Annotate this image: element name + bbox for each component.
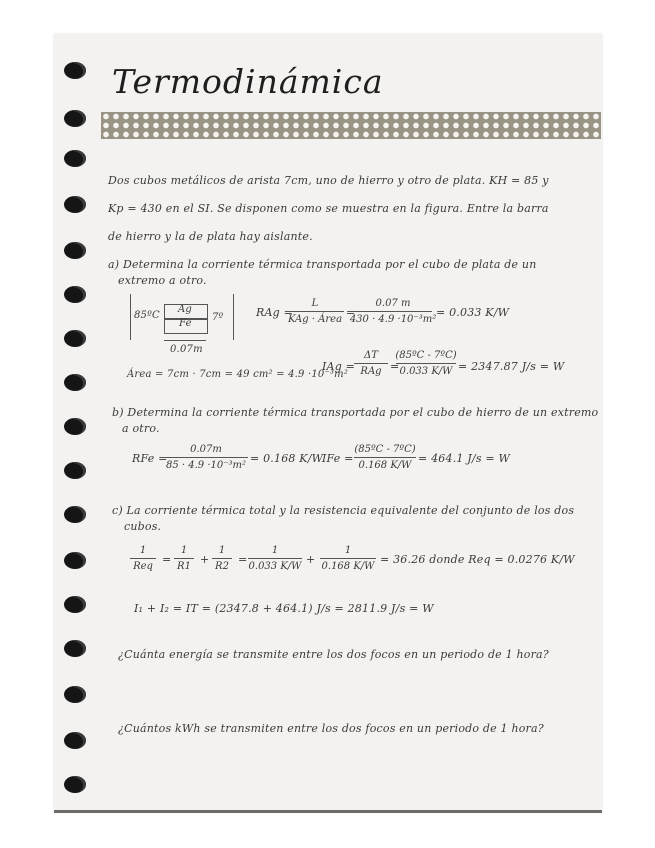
r2-fraction — [212, 545, 232, 572]
fraction-denominator: 85 · 4.9 ·10⁻³m² — [165, 460, 247, 471]
fraction-denominator: R2 — [215, 561, 229, 572]
page-title: Termodinámica — [112, 62, 384, 101]
r-ag-label: RAg = — [256, 306, 293, 319]
fraction-numerator: 0.07m — [190, 444, 222, 455]
i-ag-label: IAg = — [322, 360, 356, 373]
equals-sign: = — [238, 553, 248, 566]
spiral-hole — [64, 686, 86, 703]
fraction-bar — [248, 558, 302, 559]
spiral-hole — [64, 776, 86, 793]
diagram-width-label: 0.07m — [170, 344, 203, 355]
fraction-bar — [396, 363, 456, 364]
spiral-hole — [64, 596, 86, 613]
i-ag-result: = 2347.87 J/s = W — [458, 360, 565, 373]
r-ag-fraction-1 — [286, 298, 344, 325]
spiral-hole — [64, 110, 86, 127]
fraction-bar — [320, 558, 376, 559]
fraction-numerator: L — [311, 298, 319, 309]
spiral-hole — [64, 732, 86, 749]
part-b-question: a otro. — [122, 422, 160, 435]
fraction-bar — [354, 363, 388, 364]
plus-sign: + — [200, 553, 210, 566]
equals-sign: = — [346, 306, 356, 319]
cubes-diagram — [128, 290, 238, 360]
fraction-denominator: Req — [133, 561, 153, 572]
spiral-hole — [64, 506, 86, 523]
req-result: = 36.26 donde Req = 0.0276 K/W — [380, 553, 575, 566]
fraction-denominator: 0.168 K/W — [321, 561, 375, 572]
fraction-numerator: 1 — [139, 545, 147, 556]
diagram-wall-right — [233, 294, 234, 340]
fraction-numerator: (85ºC - 7ºC) — [395, 350, 457, 361]
r1-fraction — [174, 545, 194, 572]
total-current: I₁ + I₂ = IT = (2347.8 + 464.1) J/s = 2811.9 J/s = W — [134, 602, 434, 615]
fraction-bar — [212, 558, 232, 559]
diagram-wall-left — [130, 294, 131, 340]
fraction-bar — [174, 558, 194, 559]
spiral-hole — [64, 330, 86, 347]
part-b-question: b) Determina la corriente térmica transportada por el cubo de hierro de un extremo — [112, 406, 599, 419]
intro-line: Dos cubos metálicos de arista 7cm, uno de hierro y otro de plata. KH = 85 y — [108, 174, 549, 187]
diagram-temp-left: 85ºC — [134, 310, 160, 321]
equals-sign: = — [390, 360, 400, 373]
diagram-label-fe: Fe — [179, 318, 192, 329]
fraction-bar — [354, 311, 432, 312]
part-a-question: extremo a otro. — [118, 274, 207, 287]
fraction-numerator: ΔT — [364, 350, 378, 361]
fraction-denominator: KAg · Área — [287, 314, 343, 325]
r1-value-fraction — [248, 545, 302, 572]
i-fe-label: IFe = — [322, 452, 354, 465]
fraction-denominator: RAg — [360, 366, 382, 377]
question-energy: ¿Cuánta energía se transmite entre los dos focos en un periodo de 1 hora? — [118, 648, 549, 661]
fraction-denominator: 0.033 K/W — [248, 561, 302, 572]
i-ag-fraction-1 — [354, 350, 388, 377]
i-ag-fraction-2 — [396, 350, 456, 377]
fraction-bar — [286, 311, 344, 312]
spiral-hole — [64, 374, 86, 391]
fraction-bar — [130, 558, 156, 559]
plus-sign: + — [306, 553, 316, 566]
dotted-ribbon-divider — [101, 112, 601, 139]
fraction-denominator: R1 — [177, 561, 191, 572]
fraction-bar — [164, 457, 248, 458]
page-bottom-edge — [54, 810, 602, 813]
r-fe-result: = 0.168 K/W — [250, 452, 324, 465]
diagram-temp-right: 7º — [212, 312, 224, 323]
spiral-hole — [64, 286, 86, 303]
intro-line: Kp = 430 en el SI. Se disponen como se muestra en la figura. Entre la barra — [108, 202, 549, 215]
r-fe-fraction — [164, 444, 248, 471]
spiral-hole — [64, 552, 86, 569]
r2-value-fraction — [320, 545, 376, 572]
req-fraction — [130, 545, 156, 572]
spiral-hole — [64, 196, 86, 213]
part-c-question: cubos. — [124, 520, 162, 533]
spiral-hole — [64, 62, 86, 79]
r-ag-fraction-2 — [349, 298, 437, 325]
fraction-numerator: 1 — [180, 545, 188, 556]
spiral-hole — [64, 462, 86, 479]
fraction-denominator: 430 · 4.9 ·10⁻³m² — [349, 314, 437, 325]
spiral-hole — [64, 640, 86, 657]
r-ag-result: = 0.033 K/W — [436, 306, 510, 319]
part-c-question: c) La corriente térmica total y la resistencia equivalente del conjunto de los dos — [112, 504, 575, 517]
fraction-denominator: 0.033 K/W — [399, 366, 453, 377]
intro-line: de hierro y la de plata hay aislante. — [108, 230, 313, 243]
part-a-question: a) Determina la corriente térmica transportada por el cubo de plata de un — [108, 258, 537, 271]
equals-sign: = — [162, 553, 172, 566]
diagram-width-arrow — [164, 340, 206, 341]
fraction-numerator: (85ºC - 7ºC) — [354, 444, 416, 455]
diagram-label-ag: Ag — [178, 304, 193, 315]
spiral-hole — [64, 150, 86, 167]
fraction-numerator: 1 — [271, 545, 279, 556]
question-kwh: ¿Cuántos kWh se transmiten entre los dos focos en un periodo de 1 hora? — [118, 722, 544, 735]
spiral-hole — [64, 418, 86, 435]
spiral-hole — [64, 242, 86, 259]
area-calculation: Área = 7cm · 7cm = 49 cm² = 4.9 ·10⁻³m² — [127, 369, 349, 380]
i-fe-result: = 464.1 J/s = W — [418, 452, 510, 465]
fraction-numerator: 1 — [344, 545, 352, 556]
fraction-denominator: 0.168 K/W — [358, 460, 412, 471]
i-fe-fraction — [354, 444, 416, 471]
fraction-numerator: 1 — [218, 545, 226, 556]
fraction-numerator: 0.07 m — [375, 298, 411, 309]
r-fe-label: RFe = — [132, 452, 168, 465]
fraction-bar — [354, 457, 416, 458]
